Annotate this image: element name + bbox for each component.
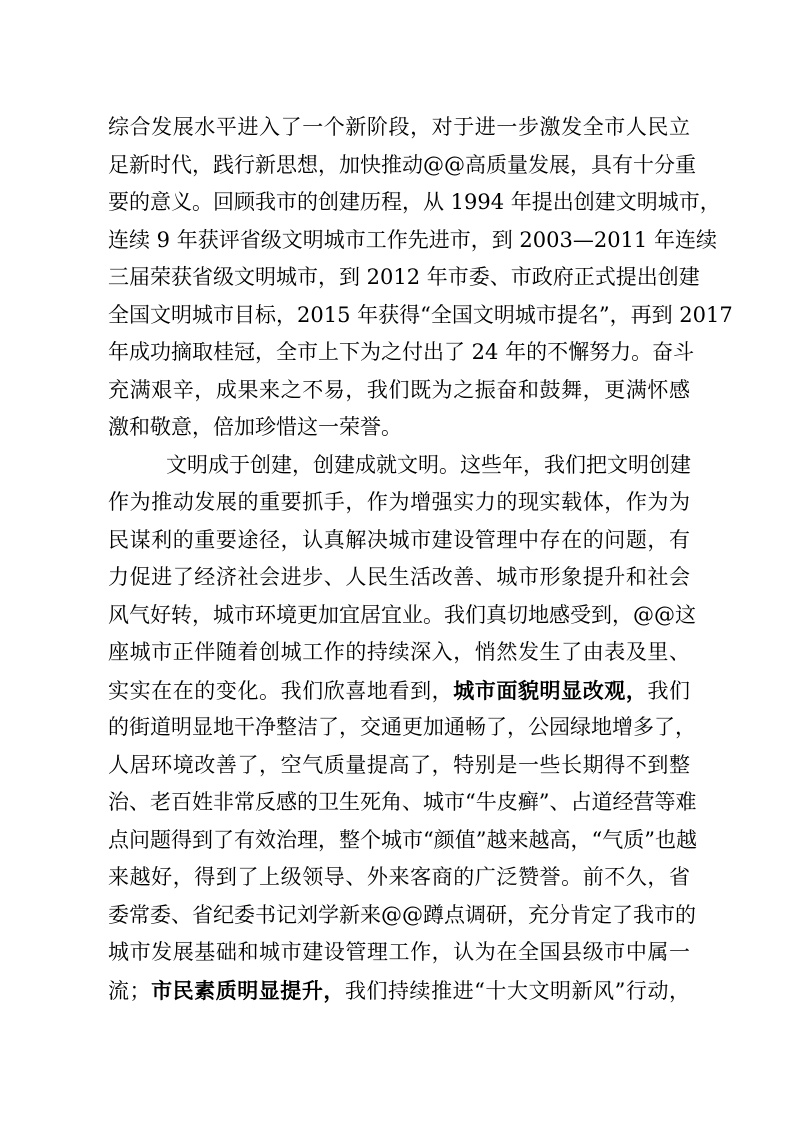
text-segment: 足新时代，践行新思想，加快推动@@高质量发展，具有十分重	[108, 152, 696, 177]
text-segment: 年成功摘取桂冠，全市上下为之付出了 24 年的不懈努力。奋斗	[108, 340, 695, 364]
text-line	[108, 297, 733, 335]
text-line	[108, 747, 690, 785]
text-segment: 连续 9 年获评省级文明城市工作先进市，到 2003—2011 年连续	[108, 227, 717, 252]
text-segment: 我们持续推进“十大文明新风”行动，	[344, 978, 691, 1003]
text-line	[108, 484, 690, 522]
text-segment: 三届荣获省级文明城市，到 2012 年市委、市政府正式提出创建	[108, 265, 700, 289]
text-segment: 治、老百姓非常反感的卫生死角、城市“牛皮癣”、占道经营等难	[108, 790, 697, 814]
bold-text: 市民素质明显提升，	[150, 977, 345, 1003]
text-segment: 流；	[108, 978, 151, 1003]
text-line	[108, 672, 690, 710]
text-line	[108, 934, 690, 972]
bold-text: 城市面貌明显改观，	[453, 677, 648, 703]
text-line	[108, 559, 690, 597]
text-segment: 的街道明显地干净整洁了，交通更加通畅了，公园绿地增多了，	[108, 715, 696, 739]
text-line	[108, 409, 690, 447]
text-line	[108, 222, 717, 260]
paragraph	[108, 109, 733, 447]
text-segment: 作为推动发展的重要抓手，作为增强实力的现实载体，作为为	[108, 490, 690, 514]
text-line	[108, 259, 700, 297]
text-segment: 风气好转，城市环境更加宜居宜业。我们真切地感受到，@@这	[108, 602, 696, 627]
text-line	[108, 709, 696, 747]
text-segment: 委常委、省纪委书记刘学新来@@蹲点调研，充分肯定了我市的	[108, 902, 696, 927]
text-line	[108, 634, 690, 672]
document-body	[108, 109, 733, 1009]
text-line	[108, 822, 697, 860]
paragraph	[108, 447, 697, 1010]
text-segment: 点问题得到了有效治理，整个城市“颜值”越来越高，“气质”也越	[108, 827, 697, 852]
text-segment: 文明成于创建，创建成就文明。这些年，我们把文明创建	[166, 452, 691, 477]
text-segment: 实实在在的变化。我们欣喜地看到，	[108, 678, 454, 703]
text-line	[108, 147, 696, 185]
text-segment: 我们	[647, 678, 691, 703]
text-line	[108, 372, 690, 410]
text-line	[108, 784, 697, 822]
text-segment: 全国文明城市目标，2015 年获得“全国文明城市提名”，再到 2017	[108, 302, 733, 327]
text-line	[108, 897, 696, 935]
text-segment: 充满艰辛，成果来之不易，我们既为之振奋和鼓舞，更满怀感	[108, 377, 690, 402]
text-line	[108, 334, 695, 372]
text-line	[108, 597, 696, 635]
text-line	[108, 447, 690, 485]
text-line	[108, 522, 690, 560]
text-segment: 座城市正伴随着创城工作的持续深入，悄然发生了由表及里、	[108, 640, 690, 664]
text-segment: 要的意义。回顾我市的创建历程，从 1994 年提出创建文明城市，	[108, 190, 721, 214]
text-line	[108, 859, 690, 897]
text-segment: 民谋利的重要途径，认真解决城市建设管理中存在的问题，有	[108, 527, 690, 552]
text-segment: 力促进了经济社会进步、人民生活改善、城市形象提升和社会	[108, 565, 690, 589]
text-segment: 人居环境改善了，空气质量提高了，特别是一些长期得不到整	[108, 752, 690, 777]
text-segment: 来越好，得到了上级领导、外来客商的广泛赞誉。前不久，省	[108, 865, 690, 889]
text-segment: 城市发展基础和城市建设管理工作，认为在全国县级市中属一	[108, 940, 690, 964]
text-segment: 激和敬意，倍加珍惜这一荣誉。	[108, 415, 402, 439]
text-line	[108, 184, 721, 222]
text-line	[108, 109, 690, 147]
text-line	[108, 972, 690, 1010]
text-segment: 综合发展水平进入了一个新阶段，对于进一步激发全市人民立	[108, 115, 690, 139]
